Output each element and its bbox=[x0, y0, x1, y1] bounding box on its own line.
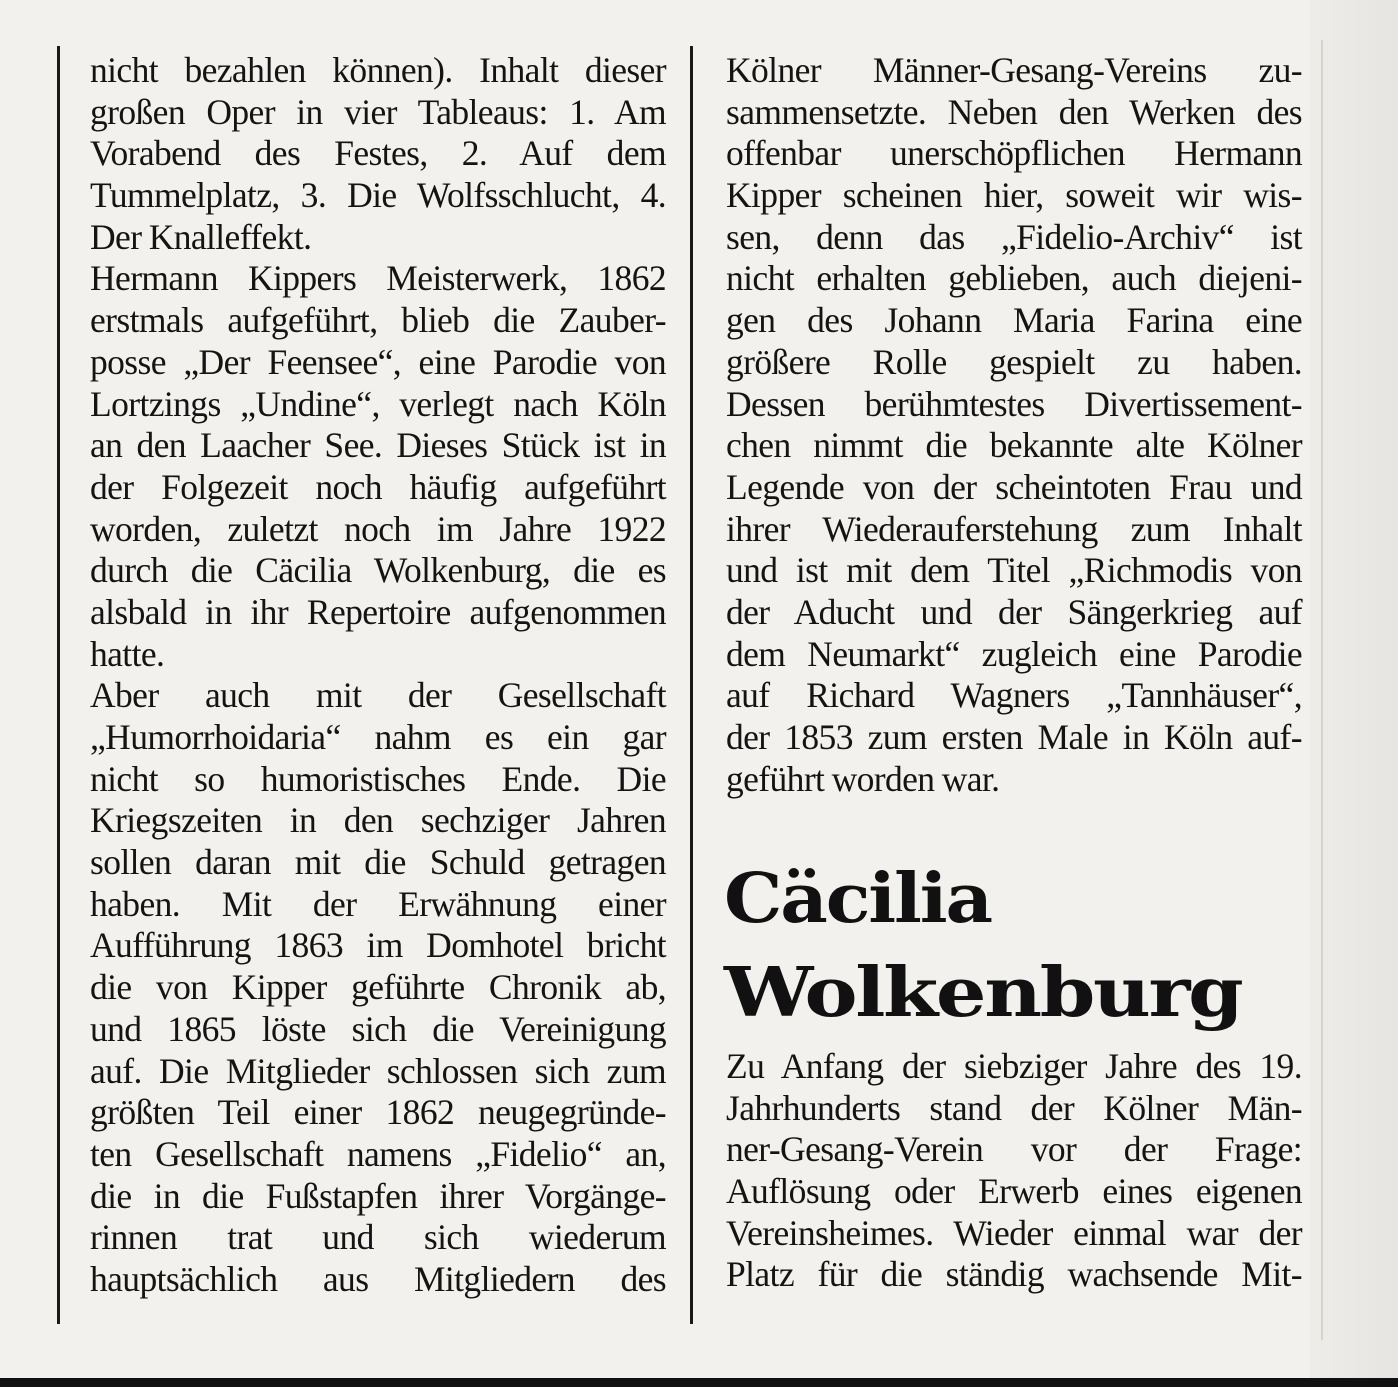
text-line: der Folgezeit noch häufig aufgeführt bbox=[90, 466, 666, 507]
text-line: Zu Anfang der siebziger Jahre des 19. bbox=[726, 1046, 1302, 1086]
text-line: auf Richard Wagners „Tannhäuser“, bbox=[726, 675, 1302, 716]
center-column-rule bbox=[690, 46, 693, 1324]
text-line: Lortzings „Undine“, verlegt nach Köln bbox=[90, 383, 666, 424]
text-line: sollen daran mit die Schuld getragen bbox=[90, 842, 666, 883]
text-line: hatte. bbox=[90, 633, 165, 674]
text-line: Jahrhunderts stand der Kölner Män- bbox=[726, 1087, 1302, 1128]
text-line: Dessen berühmtestes Divertissement- bbox=[726, 383, 1302, 424]
right-text-column-top bbox=[726, 50, 1302, 800]
text-line: größere Rolle gespielt zu haben. bbox=[726, 341, 1302, 382]
heading-line-2: Wolkenburg bbox=[724, 953, 1242, 1033]
text-line: Vorabend des Festes, 2. Auf dem bbox=[90, 133, 666, 174]
text-line: durch die Cäcilia Wolkenburg, die es bbox=[90, 550, 666, 591]
heading-line-1: Cäcilia bbox=[724, 859, 991, 939]
page-bleed-shadow bbox=[1310, 0, 1398, 1387]
text-line: Auflösung oder Erwerb eines eigenen bbox=[726, 1171, 1302, 1212]
text-line: der Aducht und der Sängerkrieg auf bbox=[726, 591, 1302, 632]
text-line: nicht bezahlen können). Inhalt dieser bbox=[90, 50, 666, 90]
text-line: nicht so humoristisches Ende. Die bbox=[90, 758, 666, 799]
text-line: großen Oper in vier Tableaus: 1. Am bbox=[90, 91, 666, 132]
text-line: haben. Mit der Erwähnung einer bbox=[90, 883, 666, 924]
text-line: Kipper scheinen hier, soweit wir wis- bbox=[726, 175, 1302, 216]
text-line: „Humorrhoidaria“ nahm es ein gar bbox=[90, 717, 666, 757]
text-line: auf. Die Mitglieder schlossen sich zum bbox=[90, 1050, 666, 1091]
text-line: Tummelplatz, 3. Die Wolfsschlucht, 4. bbox=[90, 175, 666, 216]
text-line: gen des Johann Maria Farina eine bbox=[726, 300, 1302, 341]
text-line: sammensetzte. Neben den Werken des bbox=[726, 91, 1302, 132]
text-line: sen, denn das „Fidelio-Archiv“ ist bbox=[726, 216, 1302, 257]
text-line: alsbald in ihr Repertoire aufgenommen bbox=[90, 591, 666, 632]
text-line: Aber auch mit der Gesellschaft bbox=[90, 675, 666, 716]
right-edge-faint-rule bbox=[1321, 40, 1323, 1340]
section-heading bbox=[724, 852, 1304, 1040]
text-line: Kölner Männer-Gesang-Vereins zu- bbox=[726, 50, 1302, 90]
text-line: und 1865 löste sich die Vereinigung bbox=[90, 1008, 666, 1049]
text-line: ner-Gesang-Verein vor der Frage: bbox=[726, 1129, 1302, 1170]
text-line: Kriegszeiten in den sechziger Jahren bbox=[90, 800, 666, 841]
text-line: die von Kipper geführte Chronik ab, bbox=[90, 967, 666, 1008]
text-line: posse „Der Feensee“, eine Parodie von bbox=[90, 341, 666, 382]
text-line: und ist mit dem Titel „Richmodis von bbox=[726, 550, 1302, 591]
text-line: geführt worden war. bbox=[726, 758, 1000, 799]
left-column-rule bbox=[57, 46, 60, 1324]
text-line: ten Gesellschaft namens „Fidelio“ an, bbox=[90, 1133, 666, 1174]
text-line: Aufführung 1863 im Domhotel bricht bbox=[90, 925, 666, 966]
text-line: Platz für die ständig wachsende Mit- bbox=[726, 1254, 1302, 1295]
text-line: Vereinsheimes. Wieder einmal war der bbox=[726, 1212, 1302, 1253]
text-line: dem Neumarkt“ zugleich eine Parodie bbox=[726, 633, 1302, 674]
text-line: hauptsächlich aus Mitgliedern des bbox=[90, 1258, 666, 1299]
text-line: an den Laacher See. Dieses Stück ist in bbox=[90, 425, 666, 466]
right-text-column-bottom bbox=[726, 1046, 1302, 1296]
text-line: chen nimmt die bekannte alte Kölner bbox=[726, 425, 1302, 466]
left-text-column bbox=[90, 50, 666, 1301]
text-line: die in die Fußstapfen ihrer Vorgänge- bbox=[90, 1175, 666, 1216]
text-line: Legende von der scheintoten Frau und bbox=[726, 466, 1302, 507]
scan-bottom-edge bbox=[0, 1378, 1398, 1387]
text-line: erstmals aufgeführt, blieb die Zauber- bbox=[90, 300, 666, 341]
text-line: Hermann Kippers Meisterwerk, 1862 bbox=[90, 258, 666, 299]
text-line: rinnen trat und sich wiederum bbox=[90, 1217, 666, 1258]
text-line: worden, zuletzt noch im Jahre 1922 bbox=[90, 508, 666, 549]
text-line: offenbar unerschöpflichen Hermann bbox=[726, 133, 1302, 174]
text-line: größten Teil einer 1862 neugegründe- bbox=[90, 1092, 666, 1133]
text-line: Der Knalleffekt. bbox=[90, 216, 312, 257]
text-line: ihrer Wiederauferstehung zum Inhalt bbox=[726, 508, 1302, 549]
text-line: der 1853 zum ersten Male in Köln auf- bbox=[726, 717, 1302, 757]
text-line: nicht erhalten geblieben, auch diejeni- bbox=[726, 258, 1302, 299]
